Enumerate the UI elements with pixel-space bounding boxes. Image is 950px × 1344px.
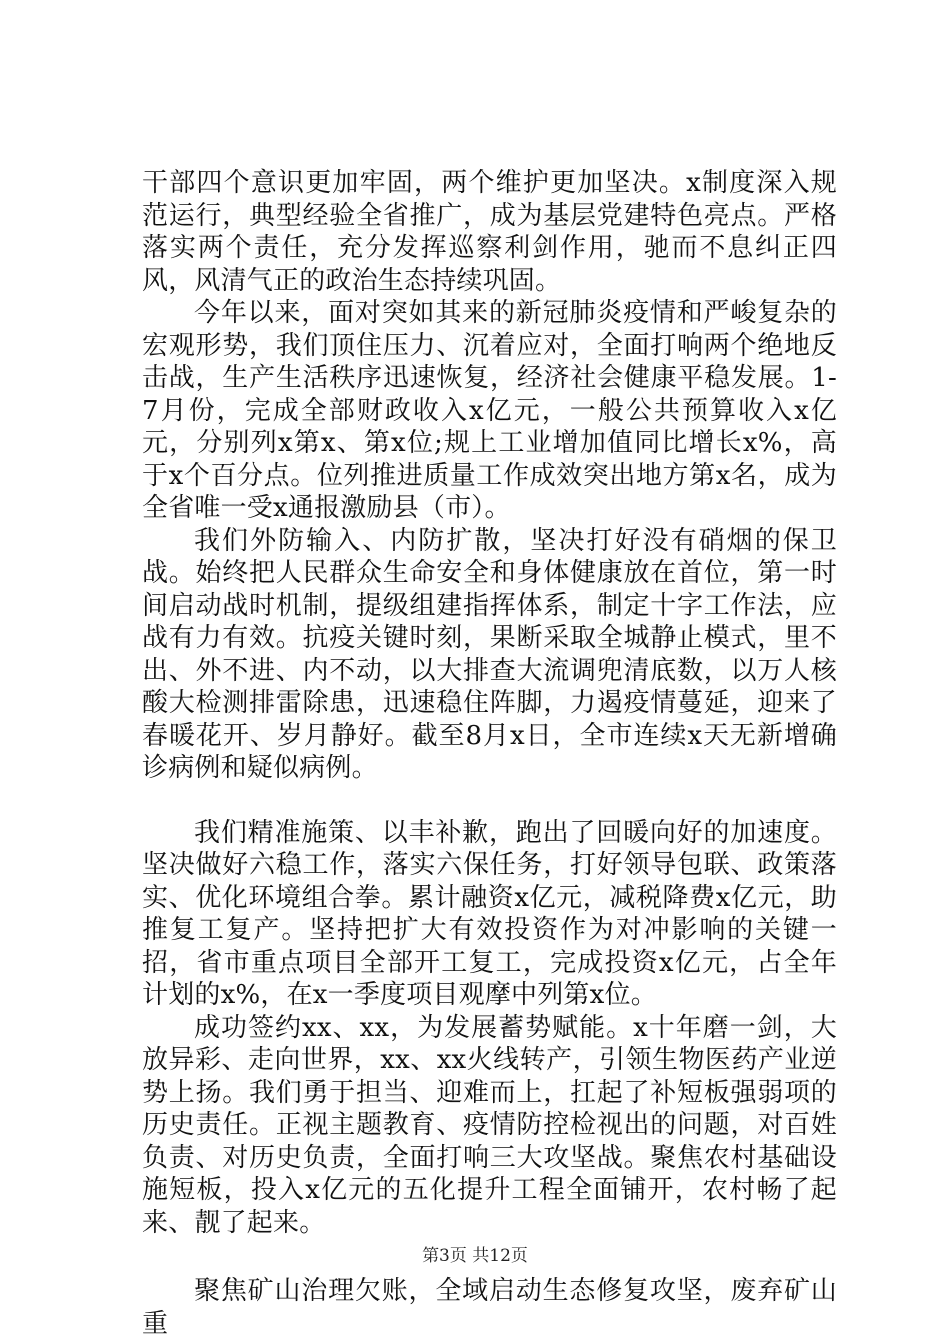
paragraph-continued: 干部四个意识更加牢固，两个维护更加坚决。x制度深入规范运行，典型经验全省推广，成为基层党建特色亮点。严格落实两个责任，充分发挥巡察利剑作用，驰而不息纠正四风，风清气正的政治生态持续巩固。: [142, 168, 837, 296]
paragraph-policy: 我们精准施策、以丰补歉，跑出了回暖向好的加速度。坚决做好六稳工作，落实六保任务，打好领导包联、政策落实、优化环境组合拳。累计融资x亿元，减税降费x亿元，助推复工复产。坚持把扩大有效投资作为对冲影响的关键一招，省市重点项目全部开工复工，完成投资x亿元，占全年计划的x%，在x一季度项目观摩中列第x位。: [142, 817, 837, 1010]
page-footer: [0, 1245, 950, 1267]
paragraph-epidemic: 我们外防输入、内防扩散，坚决打好没有硝烟的保卫战。始终把人民群众生命安全和身体健康放在首位，第一时间启动战时机制，提级组建指挥体系，制定十字工作法，应战有力有效。抗疫关键时刻，果断采取全城静止模式，里不出、外不进、内不动，以大排查大流调兜清底数，以万人核酸大检测排雷除患，迅速稳住阵脚，力遏疫情蔓延，迎来了春暖花开、岁月静好。截至8月x日，全市连续x天无新增确诊病例和疑似病例。: [142, 525, 837, 783]
document-body: [142, 167, 837, 1340]
page-number: 第3页 共12页: [422, 1246, 528, 1266]
paragraph-economy: 今年以来，面对突如其来的新冠肺炎疫情和严峻复杂的宏观形势，我们顶住压力、沉着应对，全面打响两个绝地反击战，生产生活秩序迅速恢复，经济社会健康平稳发展。1-7月份，完成全部财政收入x亿元，一般公共预算收入x亿元，分别列x第x、第x位;规上工业增加值同比增长x%，高于x个百分点。位列推进质量工作成效突出地方第x名，成为全省唯一受x通报激励县（市）。: [142, 298, 837, 523]
paragraph-mining: 聚焦矿山治理欠账，全域启动生态修复攻坚，废弃矿山重: [142, 1276, 837, 1339]
paragraph-projects: 成功签约xx、xx，为发展蓄势赋能。x十年磨一剑，大放异彩、走向世界，xx、xx火线转产，引领生物医药产业逆势上扬。我们勇于担当、迎难而上，扛起了补短板强弱项的历史责任。正视主题教育、疫情防控检视出的问题，对百姓负责、对历史负责，全面打响三大攻坚战。聚焦农村基础设施短板，投入x亿元的五化提升工程全面铺开，农村畅了起来、靓了起来。: [142, 1012, 837, 1238]
